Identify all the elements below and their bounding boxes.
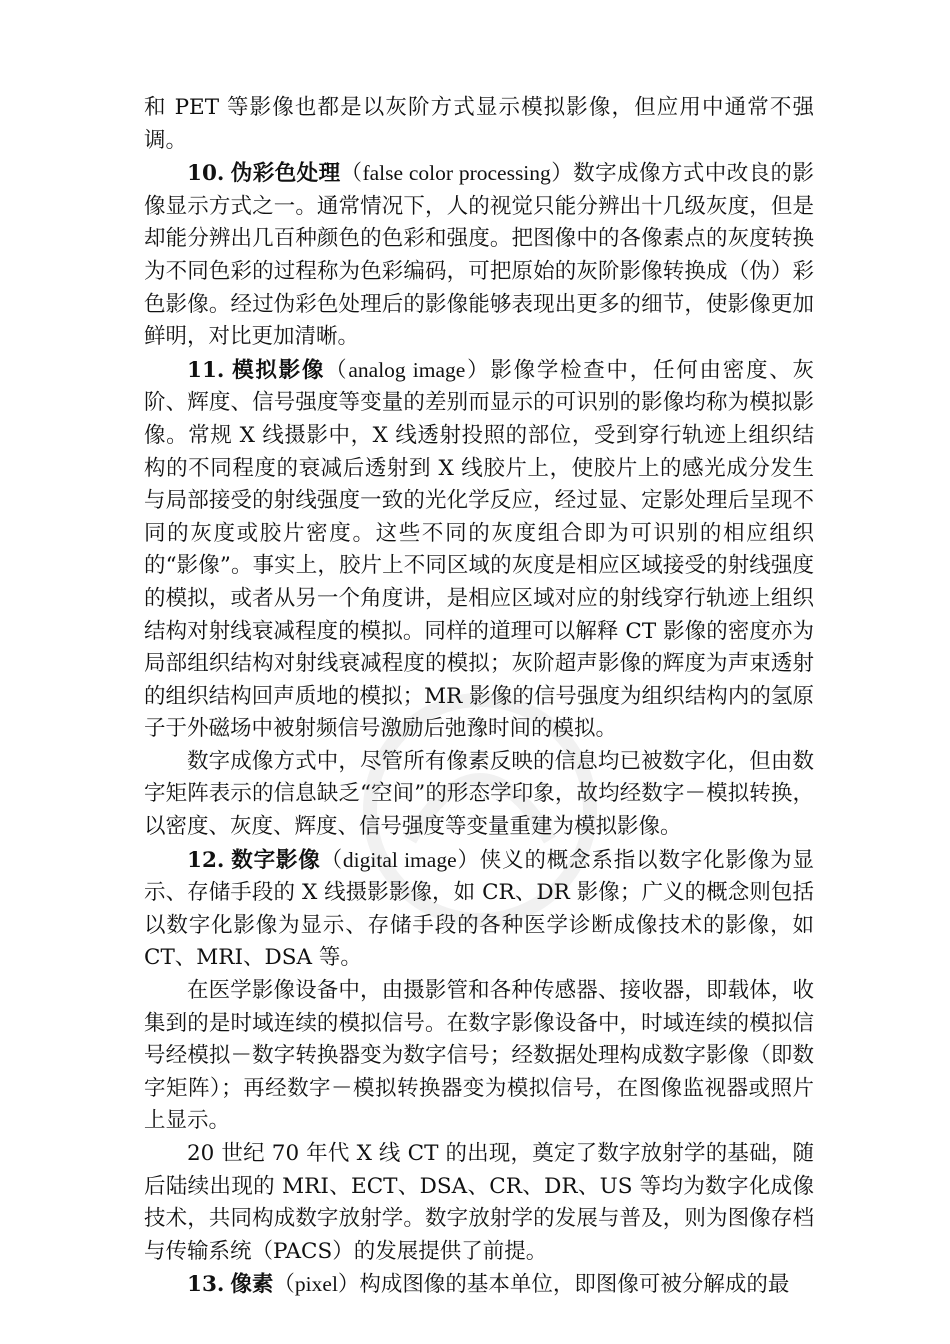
paragraph-text: 和 PET 等影像也都是以灰阶方式显示模拟影像，但应用中通常不强调。: [144, 95, 814, 153]
item-number: 11.: [187, 357, 225, 383]
paragraph-item-13: [144, 1268, 814, 1302]
item-term: 像素: [230, 1272, 274, 1298]
paragraph-item-11-cont: [144, 746, 814, 844]
item-gloss: （pixel）: [273, 1272, 360, 1297]
item-definition: 侠义的概念系指以数字化影像为显示、存储手段的 X 线摄影影像，如 CR、DR 影像；广义的概念则包括以数字化影像为显示、存储手段的各种医学诊断成像技术的影像，如 CT、MRI、DSA 等。: [144, 847, 814, 971]
item-definition: 数字成像方式中改良的影像显示方式之一。通常情况下，人的视觉只能分辨出十几级灰度，但是却能分辨出几百种颜色的色彩和强度。把图像中的各像素点的灰度转换为不同色彩的过程称为色彩编码，可把原始的灰阶影像转换成（伪）彩色影像。经过伪彩色处理后的影像能够表现出更多的细节，使影像更加鲜明，对比更加清晰。: [144, 161, 814, 350]
paragraph-text: 在医学影像设备中，由摄影管和各种传感器、接收器，即载体，收集到的是时域连续的模拟信号。在数字影像设备中，时域连续的模拟信号经模拟－数字转换器变为数字信号；经数据处理构成数字影像（即数字矩阵）；再经数字－模拟转换器变为模拟信号，在图像监视器或照片上显示。: [144, 978, 814, 1134]
item-gloss: （digital image）: [320, 847, 480, 872]
item-definition: 构成图像的基本单位，即图像可被分解成的最: [359, 1272, 790, 1298]
item-term: 模拟影像: [230, 357, 326, 383]
item-number: 10.: [187, 161, 225, 187]
paragraph-item-12-cont-2: [144, 1138, 814, 1268]
paragraph-text: 20 世纪 70 年代 X 线 CT 的出现，奠定了数字放射学的基础，随后陆续出现的 MRI、ECT、DSA、CR、DR、US 等均为数字化成像技术，共同构成数字放射学。数字放射学的发展与普及，则为图像存档与传输系统（PACS）的发展提供了前提。: [144, 1141, 814, 1264]
item-number: 13.: [187, 1272, 225, 1298]
paragraph-item-10: [144, 157, 814, 354]
paragraph-item-12-cont-1: [144, 975, 814, 1138]
paragraph-item-11: [144, 354, 814, 746]
document-page: [144, 92, 814, 1302]
item-gloss: （analog image）: [325, 357, 491, 382]
paragraph-continuation: [144, 92, 814, 157]
paragraph-item-12: [144, 844, 814, 975]
item-term: 数字影像: [230, 847, 321, 873]
item-definition: 影像学检查中，任何由密度、灰阶、辉度、信号强度等变量的差别而显示的可识别的影像均称为模拟影像。常规 X 线摄影中，X 线透射投照的部位，受到穿行轨迹上组织结构的不同程度的衰减后透射到 X 线胶片上，使胶片上的感光成分发生与局部接受的射线强度一致的光化学反应，经过显、定影处理后呈现不同的灰度或胶片密度。这些不同的灰度组合即为可识别的相应组织的“影像”。事实上，胶片上不同区域的灰度是相应区域接受的射线强度的模拟，或者从另一个角度讲，是相应区域对应的射线穿行轨迹上组织结构对射线衰减程度的模拟。同样的道理可以解释 CT 影像的密度亦为局部组织结构对射线衰减程度的模拟；灰阶超声影像的辉度为声束透射的组织结构回声质地的模拟；MR 影像的信号强度为组织结构内的氢原子于外磁场中被射频信号激励后弛豫时间的模拟。: [144, 357, 814, 742]
item-term: 伪彩色处理: [230, 161, 341, 187]
item-gloss: （false color processing）: [340, 161, 574, 186]
item-number: 12.: [187, 847, 225, 873]
paragraph-text: 数字成像方式中，尽管所有像素反映的信息均已被数字化，但由数字矩阵表示的信息缺乏“空间”的形态学印象，故均经数字－模拟转换，以密度、灰度、辉度、信号强度等变量重建为模拟影像。: [144, 748, 814, 840]
